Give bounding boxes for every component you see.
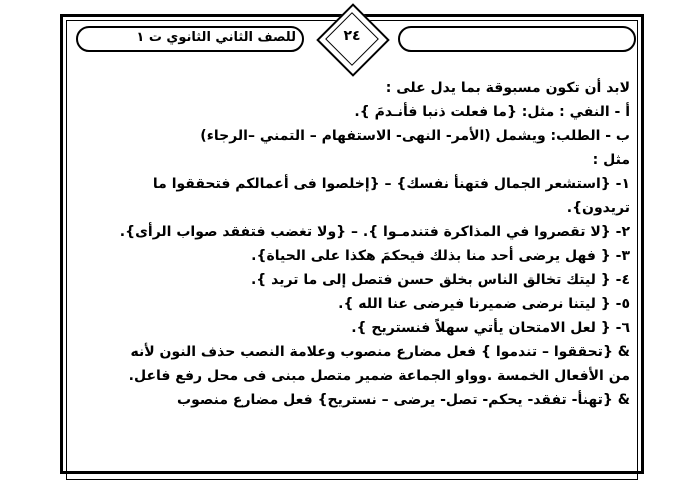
text-line: & {تهنأ- تفقد- يحكم- تصل- يرضى – نستريح} فعل مضارع منصوب [177,392,630,408]
text-line: ٤- { ليتك تخالق الناس بخلق حسن فتصل إلى ما تريد }. [250,272,630,288]
header-bar-right [398,26,636,52]
text-line: تريدون}. [566,200,630,216]
text-line: ٥- { ليتنا نرضى ضميرنا فيرضى عنا الله }. [338,296,630,312]
text-line: ب - الطلب: ويشمل (الأمر- النهى- الاستفهام – التمني –الرجاء) [200,128,630,144]
page-number: ٢٤ [343,28,361,44]
text-line: ٢- {لا تقصروا في المذاكرة فتندمـوا }. – {ولا تغضب فتفقد صواب الرأى}. [119,224,630,240]
text-line: مثل : [592,152,630,168]
text-line: & {تحققوا – تندموا } فعل مضارع منصوب وعلامة النصب حذف النون لأنه [130,344,630,360]
text-line: من الأفعال الخمسة .وواو الجماعة ضمير متصل مبنى فى محل رفع فاعل. [128,368,630,384]
document-body [74,76,630,412]
text-line: ٦- { لعل الامتحان يأتي سهلاً فنستريح }. [351,320,630,336]
header-title: للصف الثاني الثانوي ت ١ [136,30,296,45]
text-line: ٣- { فهل يرضى أحد منا بذلك فيحكمَ هكذا على الحياة}. [251,248,630,264]
text-line: لابد أن تكون مسبوقة بما يدل على : [385,80,630,96]
text-line: أ - النفي : مثل: {ما فعلت ذنبا فأنـدمَ }. [354,104,630,120]
text-line: ١- {استشعر الجمال فتهنأ نفسك} – {إخلصوا فى أعمالكم فتحققوا ما [152,176,630,192]
